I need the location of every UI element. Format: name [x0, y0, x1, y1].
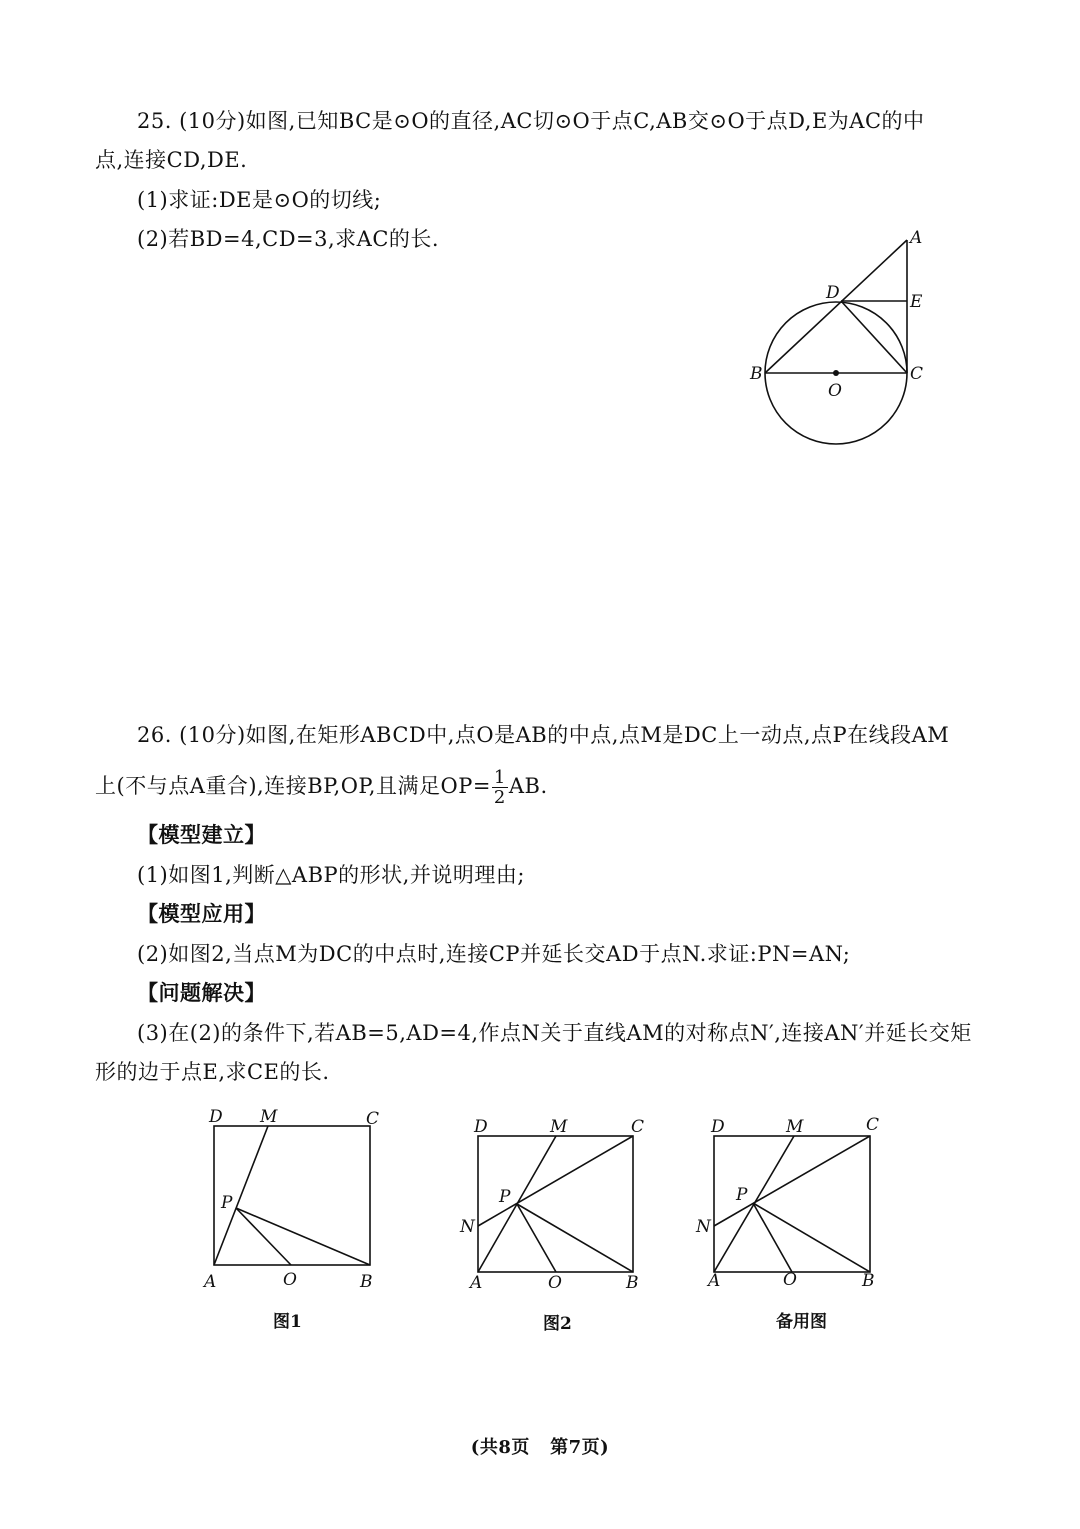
q25-heading-cont: 点,连接CD,DE.: [95, 148, 248, 172]
q25-part1: (1)求证:DE是⊙O的切线;: [137, 188, 382, 212]
q26-figure-1: [195, 1100, 395, 1300]
fig2-label-b: B: [626, 1273, 639, 1293]
q26-fraction: [492, 768, 508, 807]
fig1-caption: 图1: [273, 1312, 302, 1332]
q26-part3-cont: 形的边于点E,求CE的长.: [95, 1060, 330, 1084]
q26-heading: 26. (10分)如图,在矩形ABCD中,点O是AB的中点,点M是DC上一动点,点P在线段AM: [137, 723, 950, 747]
q25-figure: [740, 220, 940, 460]
q26-part2: (2)如图2,当点M为DC的中点时,连接CP并延长交AD于点N.求证:PN=AN;: [137, 942, 851, 966]
fig2-label-p: P: [499, 1187, 511, 1207]
q26-section-model-apply: 【模型应用】: [137, 901, 266, 926]
q26-figure-2: [455, 1108, 655, 1298]
fig2-label-c: C: [631, 1117, 645, 1137]
q25-heading: 25. (10分)如图,已知BC是⊙O的直径,AC切⊙O于点C,AB交⊙O于点D,E为AC的中: [137, 109, 925, 133]
q25-part2: (2)若BD=4,CD=3,求AC的长.: [137, 227, 440, 251]
fig1-label-o: O: [283, 1270, 297, 1290]
fig1-label-p: P: [221, 1193, 233, 1213]
spare-label-o: O: [783, 1270, 797, 1290]
spare-label-a: A: [708, 1271, 721, 1291]
q26-part3: (3)在(2)的条件下,若AB=5,AD=4,作点N关于直线AM的对称点N′,连接AN′并延长交矩: [137, 1021, 972, 1045]
q25-label-a: A: [910, 228, 923, 248]
fig1-label-m: M: [260, 1107, 278, 1127]
fig1-label-c: C: [366, 1109, 380, 1129]
spare-label-b: B: [862, 1271, 875, 1291]
q26-figure-spare: [690, 1108, 890, 1298]
q26-frac-den: 2: [493, 787, 506, 808]
q26-text-a: 上(不与点A重合),连接BP,OP,且满足OP=: [95, 774, 491, 798]
spare-label-d: D: [711, 1117, 725, 1137]
spare-caption: 备用图: [776, 1312, 827, 1332]
spare-label-n: N: [696, 1217, 711, 1237]
q25-label-b: B: [750, 364, 763, 384]
q26-section-model-build: 【模型建立】: [137, 822, 266, 847]
fig1-label-a: A: [204, 1272, 217, 1292]
spare-label-c: C: [866, 1115, 880, 1135]
fig2-label-m: M: [550, 1117, 568, 1137]
q25-label-o: O: [828, 381, 842, 401]
q26-section-problem-solve: 【问题解决】: [137, 980, 266, 1005]
q25-label-c: C: [910, 364, 924, 384]
fig2-label-o: O: [548, 1273, 562, 1293]
q26-text-b: AB.: [508, 774, 548, 798]
spare-label-p: P: [736, 1185, 748, 1205]
fig2-caption: 图2: [543, 1314, 572, 1334]
q25-label-d: D: [826, 283, 840, 303]
q25-label-e: E: [910, 292, 923, 312]
fig2-label-n: N: [460, 1217, 475, 1237]
q26-frac-num: 1: [493, 767, 506, 788]
spare-label-m: M: [786, 1117, 804, 1137]
fig2-label-d: D: [474, 1117, 488, 1137]
fig1-label-b: B: [360, 1272, 373, 1292]
q26-part1: (1)如图1,判断△ABP的形状,并说明理由;: [137, 863, 525, 887]
fig1-label-d: D: [209, 1107, 223, 1127]
page-footer: (共8页 第7页): [470, 1437, 610, 1458]
fig2-label-a: A: [470, 1273, 483, 1293]
q26-heading-cont: [95, 768, 548, 807]
